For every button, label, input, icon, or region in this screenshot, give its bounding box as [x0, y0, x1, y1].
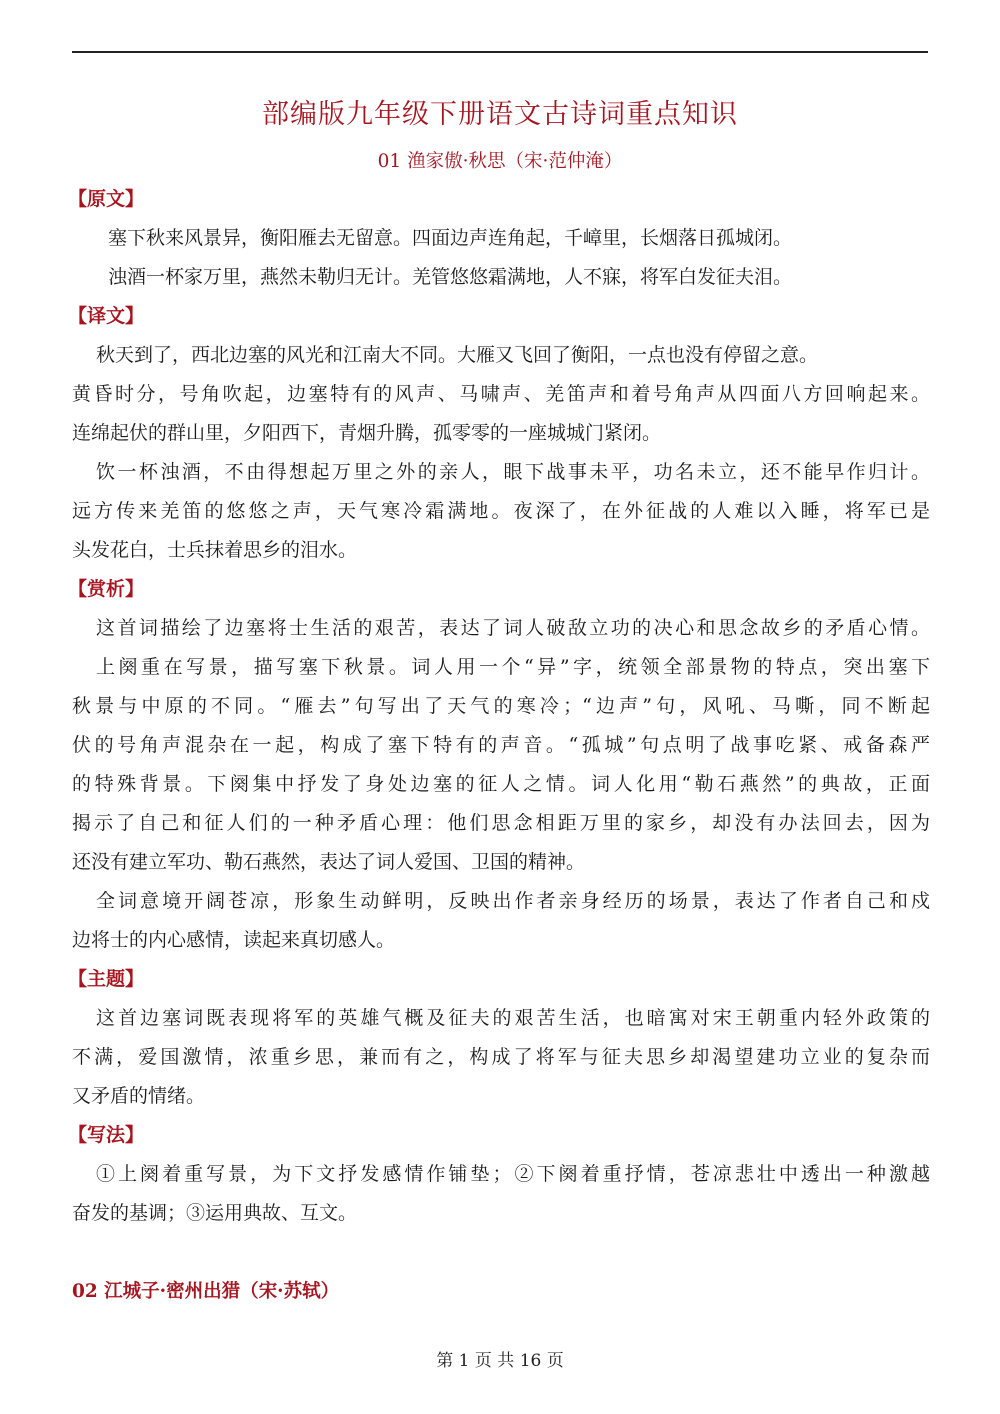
text-line: 这首边塞词既表现将军的英雄气概及征夫的艰苦生活，也暗寓对宋王朝重内轻外政策的: [96, 1007, 930, 1029]
text-line: 奋发的基调；③运用典故、互文。: [72, 1202, 358, 1224]
text-line: 头发花白，士兵抹着思乡的泪水。: [72, 539, 358, 561]
text-line: 黄昏时分，号角吹起，边塞特有的风声、马啸声、羌笛声和着号角声从四面八方回响起来。: [72, 383, 930, 405]
poem-line: 塞下秋来风景异，衡阳雁去无留意。四面边声连角起，千嶂里，长烟落日孤城闭。: [108, 227, 793, 249]
poem-content: [68, 180, 930, 1311]
text-line: 饮一杯浊酒，不由得想起万里之外的亲人，眼下战事未平，功名未立，还不能早作归计。: [96, 461, 930, 483]
text-line: 远方传来羌笛的悠悠之声，天气寒冷霜满地。夜深了，在外征战的人难以入睡，将军已是: [72, 500, 930, 522]
poem-line: 浊酒一杯家万里，燕然未勒归无计。羌管悠悠霜满地，人不寐，将军白发征夫泪。: [108, 266, 793, 288]
text-line: 秋景与中原的不同。“雁去”句写出了天气的寒冷；“边声”句，风吼、马嘶，同不断起: [72, 695, 930, 717]
section-heading-original: 【原文】: [68, 188, 145, 210]
text-line: 秋天到了，西北边塞的风光和江南大不同。大雁又飞回了衡阳，一点也没有停留之意。: [96, 344, 819, 366]
text-line: 全词意境开阔苍凉，形象生动鲜明，反映出作者亲身经历的场景，表达了作者自己和戍: [96, 890, 930, 912]
section-heading-theme: 【主题】: [68, 968, 145, 990]
text-line: 伏的号角声混杂在一起，构成了塞下特有的声音。“孤城”句点明了战事吃紧、戒备森严: [72, 734, 930, 756]
poem-heading-2: 02 江城子·密州出猎（宋·苏轼）: [72, 1281, 340, 1302]
text-line: 又矛盾的情绪。: [72, 1085, 206, 1107]
text-line: 不满，爱国激情，浓重乡思，兼而有之，构成了将军与征夫思乡却渴望建功立业的复杂而: [72, 1046, 930, 1068]
page-number: 第 1 页 共 16 页: [436, 1351, 564, 1371]
text-line: 还没有建立军功、勒石燕然，表达了词人爱国、卫国的精神。: [72, 851, 586, 873]
section-heading-technique: 【写法】: [68, 1124, 145, 1146]
text-line: ①上阕着重写景，为下文抒发感情作铺垫；②下阕着重抒情，苍凉悲壮中透出一种激越: [96, 1163, 930, 1185]
text-line: 上阕重在写景，描写塞下秋景。词人用一个“异”字，统领全部景物的特点，突出塞下: [96, 656, 930, 678]
text-line: 这首词描绘了边塞将士生活的艰苦，表达了词人破敌立功的决心和思念故乡的矛盾心情。: [96, 617, 930, 639]
text-line: 揭示了自己和征人们的一种矛盾心理：他们思念相距万里的家乡，却没有办法回去，因为: [72, 812, 930, 834]
text-line: 的特殊背景。下阕集中抒发了身处边塞的征人之情。词人化用“勒石燕然”的典故，正面: [72, 773, 930, 795]
section-heading-appreciation: 【赏析】: [68, 578, 145, 600]
text-line: 连绵起伏的群山里，夕阳西下，青烟升腾，孤零零的一座城城门紧闭。: [72, 422, 662, 444]
document-title: 部编版九年级下册语文古诗词重点知识: [262, 99, 738, 130]
section-heading-translation: 【译文】: [68, 305, 145, 327]
spacer: [72, 1233, 930, 1272]
poem-heading: 01 渔家傲·秋思（宋·范仲淹）: [377, 151, 623, 172]
header-rule: [72, 51, 928, 53]
text-line: 边将士的内心感情，读起来真切感人。: [72, 929, 396, 951]
